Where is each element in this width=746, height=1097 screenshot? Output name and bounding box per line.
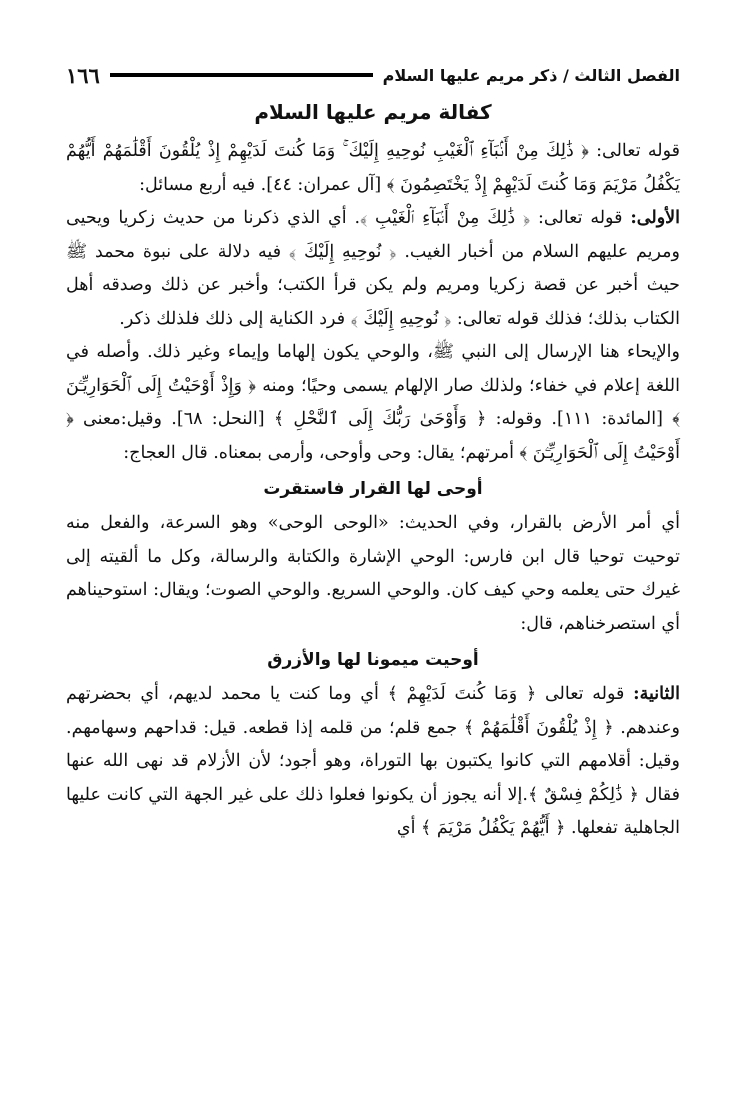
first-point-body: حديث زكريا ويحيى ومريم عليهم السلام من أخبار الغيب. ﴿ نُوحِيهِ إِلَيْكَ ﴾ فيه دلالة على نبوة محمد ﷺ حيث أخبر عن قصة زكريا ومريم ولم يكن قرأ الكتب؛ وأخبر عن ذلك وصدقه أهل الكتاب بذلك؛ فذلك قوله تعالى: ﴿ نُوحِيهِ إِلَيْكَ ﴾ فرد الكناية إلى ذلك فلذلك ذكر. (66, 208, 680, 329)
running-title: الفصل الثالث / ذكر مريم عليها السلام (382, 65, 680, 85)
page-body (66, 135, 680, 846)
page-number: ١٦٦ (66, 62, 100, 88)
point-label-first: الأولى: (630, 208, 680, 228)
paragraph-second-point (66, 678, 680, 846)
paragraph-intro: قوله تعالى: ﴿ ذَٰلِكَ مِنْ أَنۢبَآءِ ٱلْغَيْبِ نُوحِيهِ إِلَيْكَ ۚ وَمَا كُنتَ لَدَيْهِمْ إِذْ يُلْقُونَ أَقْلَٰمَهُمْ أَيُّهُمْ يَكْفُلُ مَرْيَمَ وَمَا كُنتَ لَدَيْهِمْ إِذْ يَخْتَصِمُونَ ﴾ [آل عمران: ٤٤]. فيه أربع مسائل: (66, 141, 680, 195)
poetry-verse: أوحى لها القرار فاستقرت (263, 479, 483, 499)
section-title: كفالة مريم عليها السلام (254, 100, 492, 124)
page-header (66, 60, 680, 90)
poetry-verse: أوحيت ميمونا لها والأزرق (267, 650, 479, 670)
point-label-second: الثانية: (633, 684, 680, 704)
second-point-body: قوله تعالى ﴿ وَمَا كُنتَ لَدَيْهِمْ ﴾ أي وما كنت يا محمد لديهم، أي بحضرتهم وعندهم. ﴿ إِذْ يُلْقُونَ أَقْلَٰمَهُمْ ﴾ جمع قلم؛ من قلمه إذا قطعه. قيل: قداحهم وسهامهم. وقيل: أقلامهم التي كانوا يكتبون بها التوراة، وهو أجود؛ لأن الأزلام قد نهى الله عنها فقال ﴿ ذَٰلِكُمْ فِسْقٌ ﴾.إلا أنه يجوز أن يكونوا فعلوا ذلك على غير الجهة التي كانت عليها الجاهلية تفعلها. ﴿ أَيُّهُمْ يَكْفُلُ مَرْيَمَ ﴾ أي (66, 684, 680, 838)
paragraph-revelation: والإيحاء هنا الإرسال إلى النبي ﷺ، والوحي يكون إلهاما وإيماء وغير ذلك. وأصله في اللغة إعلام في خفاء؛ ولذلك صار الإلهام يسمى وحيًا؛ ومنه ﴿ وَإِذْ أَوْحَيْتُ إِلَى ٱلْحَوَارِيِّـۧنَ ﴾ [المائدة: ١١١]. وقوله: ﴿ وَأَوْحَىٰ رَبُّكَ إِلَى ٱلنَّحْلِ ﴾ [النحل: ٦٨]. وقيل:معنى ﴿ أَوْحَيْتُ إِلَى ٱلْحَوَارِيِّـۧنَ ﴾ أمرتهم؛ يقال: وحى وأوحى، وأرمى بمعناه. قال العجاج: (66, 342, 680, 463)
paragraph-first-point (66, 202, 680, 336)
header-rule (110, 73, 373, 77)
first-point-lead: قوله تعالى: ﴿ ذَٰلِكَ مِنْ أَنۢبَآءِ ٱلْغَيْبِ ﴾. أي الذي ذكرنا من (212, 208, 623, 228)
paragraph-lexical: أي أمر الأرض بالقرار، وفي الحديث: «الوحى الوحى» وهو السرعة، والفعل منه توحيت توحيا قال ابن فارس: الوحي الإشارة والكتابة والرسالة، وكل ما ألقيته إلى غيرك حتى يعلمه وحي كيف كان. والوحي السريع. والوحي الصوت؛ ويقال: استوحيناهم أي استصرخناهم، قال: (66, 513, 680, 634)
